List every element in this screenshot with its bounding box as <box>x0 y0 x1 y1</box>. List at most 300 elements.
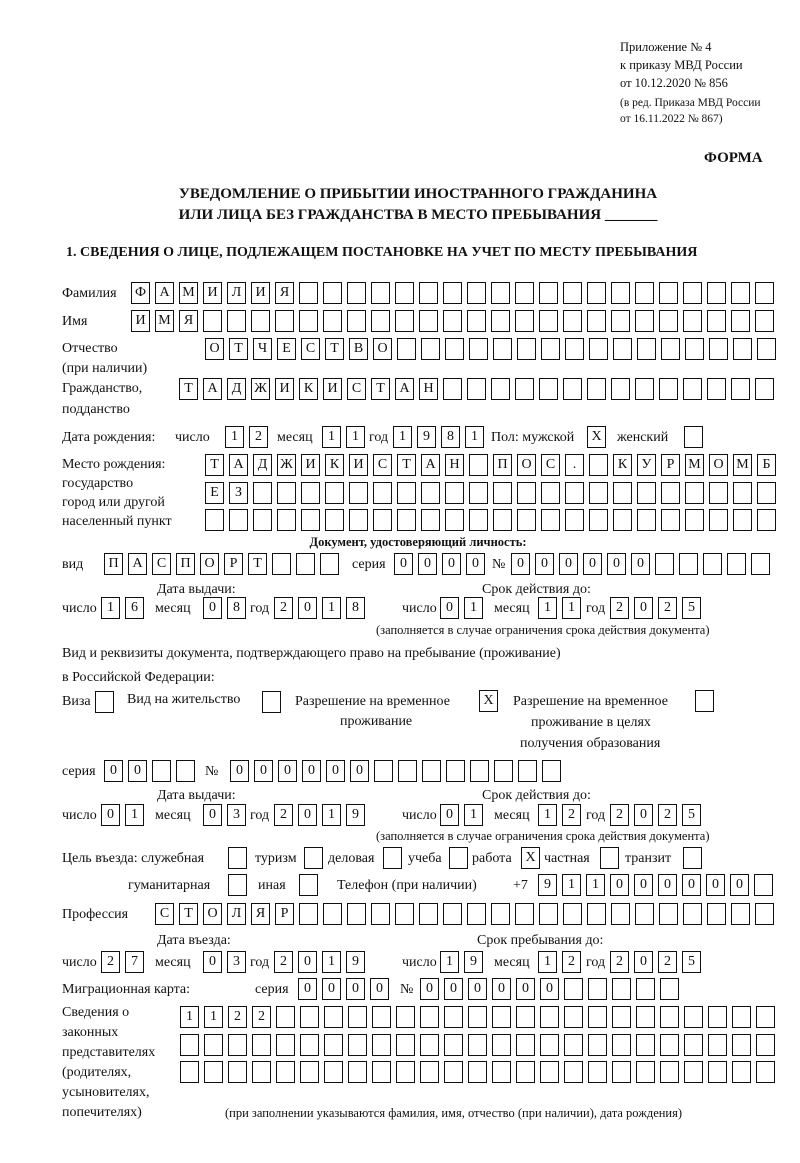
char-cell[interactable] <box>565 338 584 360</box>
char-cell[interactable]: 5 <box>682 804 701 826</box>
char-cell[interactable] <box>756 1006 775 1028</box>
char-cell[interactable] <box>659 282 678 304</box>
char-cell[interactable]: 0 <box>322 978 341 1000</box>
char-cell[interactable]: 2 <box>658 597 677 619</box>
char-cell[interactable] <box>469 482 488 504</box>
char-cell[interactable] <box>516 1034 535 1056</box>
char-cell[interactable] <box>613 482 632 504</box>
char-cell[interactable] <box>659 378 678 400</box>
char-cell[interactable]: 0 <box>420 978 439 1000</box>
char-cell[interactable] <box>467 310 486 332</box>
char-cell[interactable] <box>420 1006 439 1028</box>
char-cell[interactable]: 2 <box>252 1006 271 1028</box>
char-cell[interactable] <box>637 509 656 531</box>
char-cell[interactable] <box>751 553 770 575</box>
char-cell[interactable] <box>299 903 318 925</box>
char-cell[interactable] <box>707 903 726 925</box>
char-cell[interactable] <box>589 509 608 531</box>
char-cell[interactable] <box>445 338 464 360</box>
char-cell[interactable] <box>229 509 248 531</box>
char-cell[interactable] <box>468 1034 487 1056</box>
char-cell[interactable]: 1 <box>538 804 557 826</box>
char-cell[interactable] <box>683 282 702 304</box>
char-cell[interactable] <box>300 1006 319 1028</box>
char-cell[interactable]: 1 <box>322 951 341 973</box>
char-cell[interactable]: И <box>251 282 270 304</box>
char-cell[interactable] <box>709 482 728 504</box>
char-cell[interactable]: М <box>733 454 752 476</box>
purpose-transit-checkbox[interactable] <box>683 847 702 869</box>
char-cell[interactable] <box>703 553 722 575</box>
char-cell[interactable] <box>685 482 704 504</box>
char-cell[interactable]: . <box>565 454 584 476</box>
char-cell[interactable] <box>757 509 776 531</box>
char-cell[interactable] <box>180 1034 199 1056</box>
char-cell[interactable] <box>492 1061 511 1083</box>
char-cell[interactable]: 1 <box>346 426 365 448</box>
char-cell[interactable]: И <box>131 310 150 332</box>
char-cell[interactable] <box>539 903 558 925</box>
char-cell[interactable] <box>373 509 392 531</box>
char-cell[interactable]: 0 <box>535 553 554 575</box>
char-cell[interactable]: Т <box>179 903 198 925</box>
char-cell[interactable] <box>539 310 558 332</box>
char-cell[interactable] <box>253 482 272 504</box>
char-cell[interactable] <box>397 338 416 360</box>
char-cell[interactable] <box>395 282 414 304</box>
purpose-work-checkbox[interactable]: X <box>521 847 540 869</box>
char-cell[interactable]: Л <box>227 282 246 304</box>
char-cell[interactable]: И <box>323 378 342 400</box>
char-cell[interactable]: М <box>179 282 198 304</box>
char-cell[interactable] <box>421 482 440 504</box>
char-cell[interactable] <box>467 282 486 304</box>
char-cell[interactable] <box>494 760 513 782</box>
char-cell[interactable] <box>371 903 390 925</box>
char-cell[interactable] <box>276 1034 295 1056</box>
char-cell[interactable]: 0 <box>631 553 650 575</box>
char-cell[interactable] <box>445 509 464 531</box>
char-cell[interactable] <box>661 509 680 531</box>
purpose-private-checkbox[interactable] <box>600 847 619 869</box>
char-cell[interactable]: Т <box>229 338 248 360</box>
char-cell[interactable]: 0 <box>583 553 602 575</box>
char-cell[interactable]: И <box>203 282 222 304</box>
char-cell[interactable] <box>707 282 726 304</box>
char-cell[interactable] <box>276 1006 295 1028</box>
char-cell[interactable]: 0 <box>610 874 629 896</box>
char-cell[interactable] <box>563 378 582 400</box>
char-cell[interactable] <box>444 1006 463 1028</box>
char-cell[interactable]: Д <box>227 378 246 400</box>
char-cell[interactable]: 0 <box>394 553 413 575</box>
char-cell[interactable] <box>613 509 632 531</box>
char-cell[interactable] <box>754 874 773 896</box>
char-cell[interactable] <box>613 338 632 360</box>
char-cell[interactable] <box>684 1034 703 1056</box>
char-cell[interactable] <box>635 903 654 925</box>
char-cell[interactable] <box>685 509 704 531</box>
char-cell[interactable] <box>588 978 607 1000</box>
char-cell[interactable] <box>611 903 630 925</box>
char-cell[interactable]: 0 <box>326 760 345 782</box>
char-cell[interactable] <box>612 978 631 1000</box>
char-cell[interactable] <box>588 1061 607 1083</box>
char-cell[interactable] <box>683 378 702 400</box>
char-cell[interactable]: А <box>229 454 248 476</box>
char-cell[interactable] <box>517 482 536 504</box>
char-cell[interactable] <box>469 454 488 476</box>
char-cell[interactable] <box>733 482 752 504</box>
char-cell[interactable] <box>589 338 608 360</box>
char-cell[interactable] <box>707 378 726 400</box>
char-cell[interactable]: 2 <box>658 804 677 826</box>
char-cell[interactable] <box>347 310 366 332</box>
char-cell[interactable] <box>636 1006 655 1028</box>
char-cell[interactable] <box>541 509 560 531</box>
char-cell[interactable]: 0 <box>254 760 273 782</box>
char-cell[interactable] <box>563 282 582 304</box>
char-cell[interactable] <box>301 509 320 531</box>
char-cell[interactable] <box>444 1034 463 1056</box>
char-cell[interactable] <box>708 1034 727 1056</box>
char-cell[interactable] <box>635 378 654 400</box>
char-cell[interactable]: 1 <box>180 1006 199 1028</box>
char-cell[interactable]: 0 <box>730 874 749 896</box>
char-cell[interactable] <box>374 760 393 782</box>
char-cell[interactable]: 1 <box>322 597 341 619</box>
char-cell[interactable]: А <box>128 553 147 575</box>
char-cell[interactable]: 2 <box>610 804 629 826</box>
char-cell[interactable]: 2 <box>228 1006 247 1028</box>
purpose-official-checkbox[interactable] <box>228 847 247 869</box>
char-cell[interactable] <box>323 310 342 332</box>
char-cell[interactable] <box>612 1034 631 1056</box>
char-cell[interactable]: 7 <box>125 951 144 973</box>
char-cell[interactable] <box>518 760 537 782</box>
char-cell[interactable] <box>468 1061 487 1083</box>
char-cell[interactable] <box>757 338 776 360</box>
visa-checkbox[interactable] <box>95 691 114 713</box>
char-cell[interactable]: Н <box>445 454 464 476</box>
char-cell[interactable] <box>445 482 464 504</box>
char-cell[interactable] <box>324 1034 343 1056</box>
char-cell[interactable]: О <box>200 553 219 575</box>
char-cell[interactable]: 0 <box>298 978 317 1000</box>
char-cell[interactable]: Т <box>179 378 198 400</box>
char-cell[interactable] <box>757 482 776 504</box>
char-cell[interactable]: 2 <box>101 951 120 973</box>
char-cell[interactable] <box>755 378 774 400</box>
char-cell[interactable]: 0 <box>466 553 485 575</box>
char-cell[interactable] <box>709 338 728 360</box>
char-cell[interactable]: 2 <box>658 951 677 973</box>
char-cell[interactable] <box>564 1034 583 1056</box>
char-cell[interactable]: 1 <box>125 804 144 826</box>
char-cell[interactable] <box>684 1061 703 1083</box>
char-cell[interactable] <box>731 903 750 925</box>
char-cell[interactable]: Т <box>371 378 390 400</box>
char-cell[interactable]: К <box>299 378 318 400</box>
char-cell[interactable]: С <box>541 454 560 476</box>
char-cell[interactable] <box>540 1006 559 1028</box>
char-cell[interactable] <box>252 1034 271 1056</box>
char-cell[interactable] <box>152 760 171 782</box>
purpose-tourism-checkbox[interactable] <box>304 847 323 869</box>
char-cell[interactable]: А <box>421 454 440 476</box>
char-cell[interactable] <box>398 760 417 782</box>
char-cell[interactable] <box>347 903 366 925</box>
char-cell[interactable] <box>277 509 296 531</box>
char-cell[interactable]: С <box>347 378 366 400</box>
char-cell[interactable]: К <box>325 454 344 476</box>
char-cell[interactable]: 0 <box>634 951 653 973</box>
char-cell[interactable] <box>420 1034 439 1056</box>
char-cell[interactable]: А <box>155 282 174 304</box>
trp-checkbox[interactable]: X <box>479 690 498 712</box>
char-cell[interactable] <box>469 338 488 360</box>
char-cell[interactable]: 0 <box>540 978 559 1000</box>
char-cell[interactable] <box>565 482 584 504</box>
char-cell[interactable]: 0 <box>370 978 389 1000</box>
char-cell[interactable]: О <box>709 454 728 476</box>
char-cell[interactable] <box>541 482 560 504</box>
char-cell[interactable] <box>515 903 534 925</box>
char-cell[interactable] <box>443 378 462 400</box>
char-cell[interactable]: Д <box>253 454 272 476</box>
char-cell[interactable]: 1 <box>464 597 483 619</box>
char-cell[interactable] <box>299 310 318 332</box>
char-cell[interactable]: 0 <box>516 978 535 1000</box>
char-cell[interactable] <box>660 1034 679 1056</box>
char-cell[interactable] <box>733 338 752 360</box>
char-cell[interactable]: 0 <box>203 597 222 619</box>
char-cell[interactable] <box>636 978 655 1000</box>
char-cell[interactable] <box>492 1006 511 1028</box>
char-cell[interactable] <box>205 509 224 531</box>
char-cell[interactable] <box>563 903 582 925</box>
char-cell[interactable]: Т <box>397 454 416 476</box>
char-cell[interactable] <box>732 1006 751 1028</box>
char-cell[interactable]: 1 <box>562 874 581 896</box>
char-cell[interactable] <box>683 310 702 332</box>
char-cell[interactable] <box>587 282 606 304</box>
char-cell[interactable]: 1 <box>464 804 483 826</box>
char-cell[interactable] <box>661 338 680 360</box>
char-cell[interactable] <box>659 310 678 332</box>
char-cell[interactable]: Ф <box>131 282 150 304</box>
char-cell[interactable]: Ч <box>253 338 272 360</box>
char-cell[interactable] <box>564 1006 583 1028</box>
char-cell[interactable] <box>660 1006 679 1028</box>
char-cell[interactable]: Б <box>757 454 776 476</box>
char-cell[interactable] <box>443 310 462 332</box>
char-cell[interactable] <box>467 378 486 400</box>
char-cell[interactable]: 6 <box>125 597 144 619</box>
char-cell[interactable]: 9 <box>346 804 365 826</box>
char-cell[interactable]: С <box>152 553 171 575</box>
char-cell[interactable]: Р <box>275 903 294 925</box>
char-cell[interactable]: 9 <box>538 874 557 896</box>
char-cell[interactable] <box>320 553 339 575</box>
char-cell[interactable]: С <box>301 338 320 360</box>
char-cell[interactable] <box>637 338 656 360</box>
char-cell[interactable]: 1 <box>562 597 581 619</box>
char-cell[interactable]: Р <box>661 454 680 476</box>
char-cell[interactable]: 0 <box>634 874 653 896</box>
char-cell[interactable] <box>539 378 558 400</box>
char-cell[interactable]: 2 <box>610 951 629 973</box>
char-cell[interactable]: 0 <box>442 553 461 575</box>
char-cell[interactable] <box>422 760 441 782</box>
char-cell[interactable] <box>491 378 510 400</box>
male-checkbox[interactable]: X <box>587 426 606 448</box>
char-cell[interactable] <box>419 903 438 925</box>
char-cell[interactable] <box>421 509 440 531</box>
char-cell[interactable]: 0 <box>682 874 701 896</box>
char-cell[interactable]: 5 <box>682 597 701 619</box>
char-cell[interactable] <box>542 760 561 782</box>
char-cell[interactable] <box>732 1034 751 1056</box>
char-cell[interactable]: В <box>349 338 368 360</box>
char-cell[interactable] <box>396 1061 415 1083</box>
char-cell[interactable]: 1 <box>225 426 244 448</box>
char-cell[interactable] <box>731 310 750 332</box>
char-cell[interactable] <box>180 1061 199 1083</box>
char-cell[interactable] <box>301 482 320 504</box>
char-cell[interactable] <box>611 282 630 304</box>
char-cell[interactable] <box>493 338 512 360</box>
char-cell[interactable] <box>420 1061 439 1083</box>
char-cell[interactable]: Я <box>251 903 270 925</box>
purpose-business-checkbox[interactable] <box>383 847 402 869</box>
char-cell[interactable]: 1 <box>322 426 341 448</box>
char-cell[interactable]: Т <box>205 454 224 476</box>
char-cell[interactable]: 0 <box>468 978 487 1000</box>
char-cell[interactable]: 1 <box>101 597 120 619</box>
char-cell[interactable] <box>371 282 390 304</box>
char-cell[interactable] <box>397 509 416 531</box>
char-cell[interactable]: 0 <box>350 760 369 782</box>
char-cell[interactable] <box>635 310 654 332</box>
char-cell[interactable]: А <box>203 378 222 400</box>
char-cell[interactable] <box>679 553 698 575</box>
char-cell[interactable] <box>491 903 510 925</box>
char-cell[interactable]: 1 <box>465 426 484 448</box>
char-cell[interactable] <box>659 903 678 925</box>
char-cell[interactable]: 0 <box>302 760 321 782</box>
purpose-other-checkbox[interactable] <box>299 874 318 896</box>
char-cell[interactable]: О <box>373 338 392 360</box>
char-cell[interactable] <box>397 482 416 504</box>
char-cell[interactable] <box>396 1006 415 1028</box>
char-cell[interactable]: 0 <box>559 553 578 575</box>
char-cell[interactable]: 0 <box>298 951 317 973</box>
char-cell[interactable]: 2 <box>274 951 293 973</box>
char-cell[interactable] <box>491 282 510 304</box>
char-cell[interactable] <box>372 1006 391 1028</box>
char-cell[interactable] <box>660 978 679 1000</box>
char-cell[interactable] <box>419 282 438 304</box>
char-cell[interactable]: 0 <box>298 597 317 619</box>
char-cell[interactable]: 8 <box>346 597 365 619</box>
char-cell[interactable]: С <box>155 903 174 925</box>
char-cell[interactable] <box>446 760 465 782</box>
char-cell[interactable]: Я <box>275 282 294 304</box>
char-cell[interactable]: 0 <box>101 804 120 826</box>
char-cell[interactable]: 2 <box>274 597 293 619</box>
char-cell[interactable] <box>373 482 392 504</box>
char-cell[interactable] <box>395 903 414 925</box>
char-cell[interactable]: Е <box>205 482 224 504</box>
char-cell[interactable]: Е <box>277 338 296 360</box>
char-cell[interactable] <box>755 903 774 925</box>
char-cell[interactable] <box>589 482 608 504</box>
char-cell[interactable] <box>395 310 414 332</box>
char-cell[interactable] <box>299 282 318 304</box>
char-cell[interactable] <box>636 1034 655 1056</box>
char-cell[interactable]: И <box>275 378 294 400</box>
char-cell[interactable] <box>517 338 536 360</box>
char-cell[interactable]: И <box>349 454 368 476</box>
char-cell[interactable] <box>733 509 752 531</box>
char-cell[interactable] <box>516 1061 535 1083</box>
char-cell[interactable]: 0 <box>492 978 511 1000</box>
char-cell[interactable] <box>419 310 438 332</box>
char-cell[interactable] <box>515 378 534 400</box>
char-cell[interactable]: 0 <box>511 553 530 575</box>
char-cell[interactable] <box>253 509 272 531</box>
char-cell[interactable]: 1 <box>538 951 557 973</box>
char-cell[interactable]: 0 <box>104 760 123 782</box>
char-cell[interactable] <box>661 482 680 504</box>
char-cell[interactable] <box>325 482 344 504</box>
char-cell[interactable]: П <box>176 553 195 575</box>
char-cell[interactable] <box>708 1006 727 1028</box>
char-cell[interactable] <box>251 310 270 332</box>
char-cell[interactable] <box>564 978 583 1000</box>
char-cell[interactable]: 2 <box>249 426 268 448</box>
char-cell[interactable] <box>612 1061 631 1083</box>
char-cell[interactable] <box>324 1061 343 1083</box>
char-cell[interactable] <box>252 1061 271 1083</box>
char-cell[interactable] <box>635 282 654 304</box>
char-cell[interactable] <box>371 310 390 332</box>
char-cell[interactable]: 2 <box>610 597 629 619</box>
char-cell[interactable] <box>372 1061 391 1083</box>
char-cell[interactable] <box>492 1034 511 1056</box>
char-cell[interactable]: 0 <box>298 804 317 826</box>
char-cell[interactable] <box>589 454 608 476</box>
char-cell[interactable] <box>707 310 726 332</box>
char-cell[interactable]: 0 <box>346 978 365 1000</box>
char-cell[interactable]: У <box>637 454 656 476</box>
char-cell[interactable] <box>493 509 512 531</box>
char-cell[interactable] <box>323 282 342 304</box>
char-cell[interactable] <box>324 1006 343 1028</box>
trp-education-checkbox[interactable] <box>695 690 714 712</box>
char-cell[interactable] <box>516 1006 535 1028</box>
char-cell[interactable] <box>587 378 606 400</box>
char-cell[interactable] <box>300 1061 319 1083</box>
char-cell[interactable] <box>204 1034 223 1056</box>
char-cell[interactable]: Ж <box>277 454 296 476</box>
char-cell[interactable] <box>227 310 246 332</box>
char-cell[interactable]: К <box>613 454 632 476</box>
char-cell[interactable] <box>469 509 488 531</box>
char-cell[interactable] <box>203 310 222 332</box>
char-cell[interactable] <box>539 282 558 304</box>
